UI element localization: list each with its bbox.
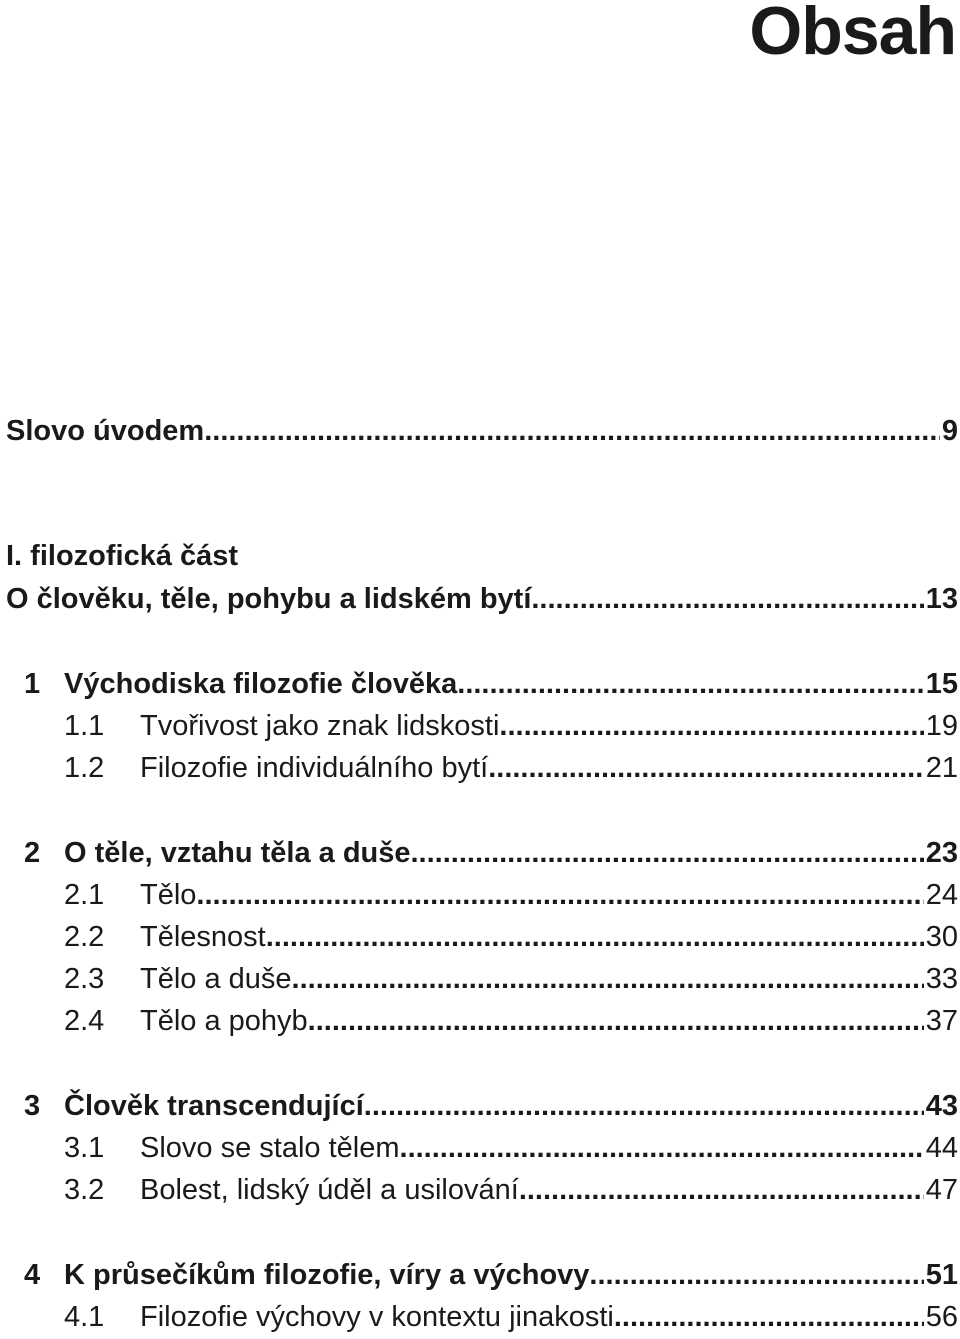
toc-entry-label: Východiska filozofie člověka (64, 668, 458, 700)
dot-leader (457, 666, 923, 702)
dot-leader (266, 919, 924, 955)
toc-page-number: 44 (925, 1132, 958, 1164)
section-number: 2.4 (64, 1005, 105, 1037)
section-number: 2.2 (64, 921, 105, 953)
dot-leader (499, 708, 923, 744)
toc-entry-label: Filozofie individuálního bytí (140, 752, 489, 784)
toc-entry-section[interactable] (64, 1299, 958, 1335)
chapter-number: 1 (24, 668, 41, 700)
toc-entry-label: Slovo se stalo tělem (140, 1132, 400, 1164)
dot-leader (488, 750, 924, 786)
toc-entry-label: Bolest, lidský úděl a usilování (140, 1174, 519, 1206)
toc-page-number: 19 (925, 710, 958, 742)
toc-page-number: 30 (925, 921, 958, 953)
toc-entry-label: Tvořivost jako znak lidskosti (140, 710, 500, 742)
toc-page-number: 9 (941, 415, 958, 447)
toc-entry-section[interactable] (64, 877, 958, 913)
dot-leader (308, 1003, 924, 1039)
dot-leader (204, 413, 940, 449)
toc-entry-label: Tělo a duše (140, 963, 292, 995)
toc-entry-part1[interactable] (6, 581, 958, 617)
toc-entry-chapter[interactable] (24, 1088, 958, 1124)
dot-leader (400, 1130, 924, 1166)
toc-entry-section[interactable] (64, 750, 958, 786)
toc-entry-label: K průsečíkům filozofie, víry a výchovy (64, 1259, 590, 1291)
chapter-number: 4 (24, 1259, 41, 1291)
toc-entry-label: Slovo úvodem (6, 415, 205, 447)
toc-page-number: 24 (925, 879, 958, 911)
toc-entry-chapter[interactable] (24, 666, 958, 702)
toc-page-number: 23 (925, 837, 958, 869)
toc-page-number: 13 (925, 583, 958, 615)
toc-entry-label: O těle, vztahu těla a duše (64, 837, 411, 869)
toc-entry-section[interactable] (64, 1003, 958, 1039)
toc-entry-section[interactable] (64, 1172, 958, 1208)
dot-leader (196, 877, 923, 913)
dot-leader (364, 1088, 924, 1124)
toc-entry-foreword[interactable] (6, 413, 958, 449)
toc-page-number: 33 (925, 963, 958, 995)
dot-leader (589, 1257, 923, 1293)
page-title: Obsah (749, 0, 956, 69)
section-number: 4.1 (64, 1301, 105, 1333)
chapter-number: 3 (24, 1090, 41, 1122)
toc-entry-label: Filozofie výchovy v kontextu jinakosti (140, 1301, 614, 1333)
toc-entry-section[interactable] (64, 961, 958, 997)
toc-page-number: 21 (925, 752, 958, 784)
toc-entry-chapter[interactable] (24, 1257, 958, 1293)
toc-page-number: 37 (925, 1005, 958, 1037)
section-number: 1.2 (64, 752, 105, 784)
toc-entry-section[interactable] (64, 1130, 958, 1166)
toc-entry-label: Tělo a pohyb (140, 1005, 308, 1037)
toc-entry-section[interactable] (64, 919, 958, 955)
toc-entry-label: O člověku, těle, pohybu a lidském bytí (6, 583, 532, 615)
toc-entry-label: Člověk transcendující (64, 1090, 364, 1122)
toc-page-number: 47 (925, 1174, 958, 1206)
toc-entry-label: Tělesnost (140, 921, 266, 953)
toc-page-number: 51 (925, 1259, 958, 1291)
toc-page-number: 56 (925, 1301, 958, 1333)
dot-leader (531, 581, 923, 617)
toc-entry-label: Tělo (140, 879, 197, 911)
part-heading: I. filozofická část (6, 540, 239, 572)
chapter-number: 2 (24, 837, 41, 869)
toc-entry-chapter[interactable] (24, 835, 958, 871)
dot-leader (519, 1172, 924, 1208)
section-number: 1.1 (64, 710, 105, 742)
toc-page-number: 15 (925, 668, 958, 700)
section-number: 3.2 (64, 1174, 105, 1206)
section-number: 2.3 (64, 963, 105, 995)
dot-leader (292, 961, 924, 997)
dot-leader (411, 835, 924, 871)
section-number: 2.1 (64, 879, 105, 911)
dot-leader (614, 1299, 924, 1335)
toc-page-number: 43 (925, 1090, 958, 1122)
toc-entry-section[interactable] (64, 708, 958, 744)
section-number: 3.1 (64, 1132, 105, 1164)
